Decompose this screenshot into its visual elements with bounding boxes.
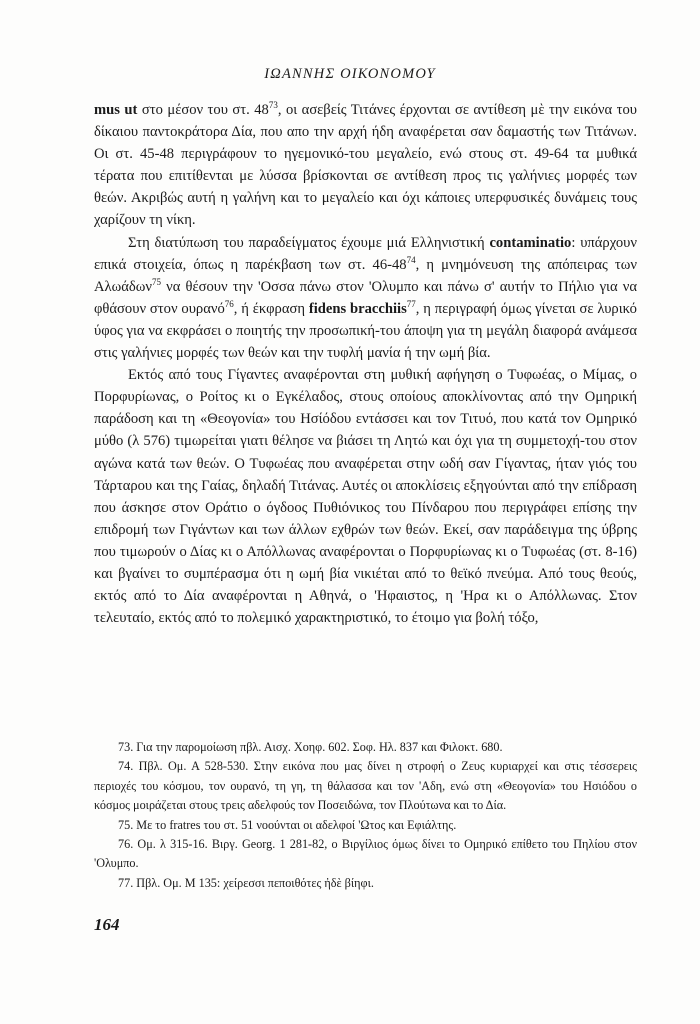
footnote: 76. Ομ. λ 315-16. Βιργ. Georg. 1 281-82, ο Βιργίλιος όμως δίνει το Ομηρικό επίθετο του Πηλίου στον 'Ολυμπο. (94, 837, 637, 871)
footnote: 75. Με το fratres του στ. 51 νοούνται οι αδελφοί 'Ωτος και Εφιάλτης. (118, 817, 457, 832)
latin-term: fidens bracchiis (308, 300, 407, 317)
running-head: ΙΩΑΝΝΗΣ ΟΙΚΟΝΟΜΟΥ (264, 66, 436, 82)
main-text (94, 99, 637, 629)
body-paragraph (94, 232, 637, 365)
text-run: να θέσουν την 'Οσσα πάνω στον 'Ολυμπο και πάνω σ' αυτήν το Πήλιο για να φθάσουν στον ουρανό (94, 278, 637, 317)
latin-term: mus ut (94, 102, 138, 118)
footnote-reference: 75 (151, 276, 161, 287)
text-run: , οι ασεβείς Τιτάνες έρχονται σε αντίθεση μὲ την εικόνα του δίκαιου παντοκράτορα Δία, που απο την αρχή ήδη αναφέρεται σαν δαμαστής των Τιτάνων. Οι στ. 45-48 περιγράφουν το ηγεμονικό-του μεγαλείο, ενώ στους στ. 49-64 τα μυθικά τέρατα που επιτίθενται με λύσσα βρίσκονται σε αντίθεση προς τις γαλήνιες μορφές των θεών. Ακριβώς αυτή η γαλήνη και το μεγαλείο και όχι κάποιες υπερφυσικές δυνάμεις τους χαρίζουν τη νίκη. (94, 102, 638, 229)
footnote: 74. Πβλ. Ομ. Α 528-530. Στην εικόνα που μας δίνει η στροφή ο Ζευς κυριαρχεί και στις τέσσερεις περιοχές του κόσμου, τον ουρανό, τη γη, τη θάλασσα και τον 'Αδη, ενώ στη «Θεογονία» του Ησιόδου ο κόσμος μοιράζεται στους τρεις αδελφούς τον Ποσειδώνα, τον Πλούτωνα και το Δία. (94, 759, 637, 813)
latin-term: contaminatio (489, 234, 572, 251)
footnote-reference: 76 (224, 298, 234, 309)
footnote-reference: 77 (406, 298, 416, 309)
footnote-reference: 74 (406, 254, 416, 265)
text-run: , η περιγραφή όμως γίνεται σε λυρικό ύφος για να εκφράσει ο ποιητής την προσωπική-του άποψη για τη μεγάλη διαφορά ανάμεσα στις γαλήνιες μορφές των θεών και την τυφλή μανία ή την ωμή βία. (94, 300, 637, 362)
text-run: : υπάρχουν επικά στοιχεία, όπως η παρέκβαση των στ. 46-48 (94, 234, 637, 273)
footnote-reference: 73 (268, 100, 278, 110)
body-paragraph (94, 364, 637, 629)
text-run: , η μνημόνευση της απόπειρας των Αλωάδων (94, 256, 637, 295)
text-run: στο μέσον του στ. 48 (137, 102, 269, 118)
body-paragraph (94, 99, 637, 232)
footnote: 73. Για την παρομοίωση πβλ. Αισχ. Χοηφ. 602. Σοφ. Ηλ. 837 και Φιλοκτ. 680. (118, 740, 503, 754)
page-number: 164 (94, 915, 120, 934)
text-run: , ή έκφραση (233, 300, 309, 317)
text-run: Εκτός από τους Γίγαντες αναφέρονται στη μυθική αφήγηση ο Τυφωέας, ο Μίμας, ο Πορφυρίωνας, ο Ροίτος κι ο Εγκέλαδος, στους οποίους αποκλίνοντας από την Ομηρική παράδοση και τη «Θεογονία» του Ησίόδου εντάσσει και τον Τιτυό, που κατά τον Ομηρικό μύθο (λ 576) τιμωρείται γιατι θέλησε να βιάσει τη Λητώ και όχι για τη συμμετοχή-του στον αγώνα κατά των θεών. Ο Τυφωέας που αναφέρεται στην ωδή σαν Γίγαντας, ήταν γιός του Τάρταρου και της Γαίας, δηλαδή Τιτάνας. Αυτές οι αποκλίσεις εξηγούνται από την επίδραση που άσκησε στον Οράτιο ο όγδοος Πυθιόνικος του Πίνδαρου που περιγράφει επίσης την επιδρομή των Γιγάντων και των άλλων εχθρών των θεών. Εκεί, σαν παράδειγμα της ύβρης που τιμωρούν ο Δίας κι ο Απόλλωνας αναφέρονται ο Πορφυρίωνας κι ο Τυφωέας (στ. 8-16) και βγαίνει το συμπέρασμα ότι η ωμή βία νικιέται από το θεϊκό πνεύμα. Από τους θεούς, εκτός από το Δία αναφέρονται η Αθηνά, ο 'Ηφαιστος, η 'Ηρα κι ο Απόλλωνας. Στον τελευταίο, εκτός από το πολεμικό χαρακτηριστικό, το έτοιμο για βολή τόξο, (94, 367, 637, 627)
footnote: 77. Πβλ. Ομ. Μ 135: χείρεσσι πεποιθότες ἠδὲ βίηφι. (118, 875, 374, 890)
text-run: Στη διατύπωση του παραδείγματος έχουμε μιά Ελληνιστική (128, 234, 490, 251)
footnotes (94, 738, 637, 893)
